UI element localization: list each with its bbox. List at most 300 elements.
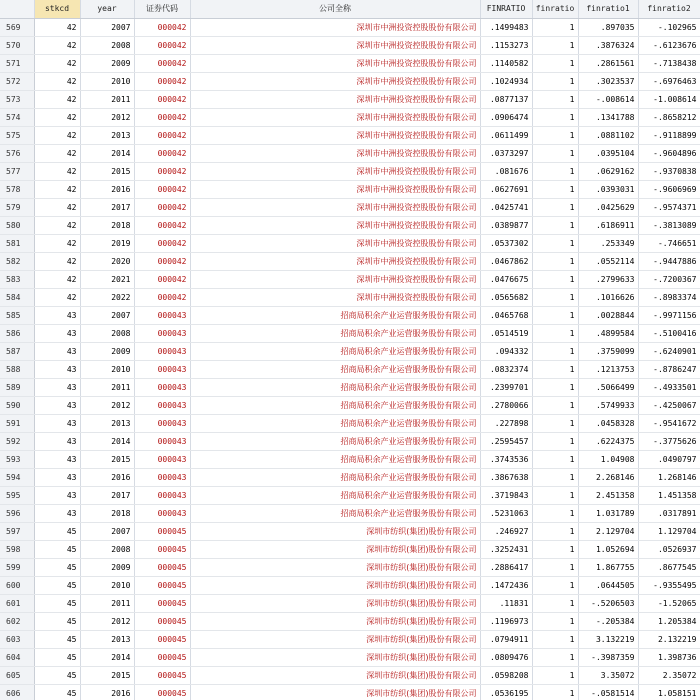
cell-finratio[interactable]: 1 [532, 666, 578, 684]
table-row[interactable] [0, 558, 700, 576]
cell-finratio[interactable]: 1 [532, 522, 578, 540]
cell-stkcd[interactable]: 42 [34, 54, 80, 72]
cell-year[interactable]: 2013 [80, 126, 134, 144]
cell-year[interactable]: 2021 [80, 270, 134, 288]
cell-year[interactable]: 2012 [80, 396, 134, 414]
cell-finratio[interactable]: 1 [532, 252, 578, 270]
cell-FINRATIO[interactable]: .094332 [480, 342, 532, 360]
table-row[interactable] [0, 108, 700, 126]
cell-name[interactable]: 深圳市中洲投资控股股份有限公司 [190, 126, 480, 144]
cell-finratio2[interactable]: -.8983374 [638, 288, 700, 306]
cell-year[interactable]: 2016 [80, 468, 134, 486]
row-number[interactable]: 593 [0, 450, 34, 468]
cell-finratio1[interactable]: .5749933 [578, 396, 638, 414]
cell-year[interactable]: 2010 [80, 360, 134, 378]
cell-finratio2[interactable]: -.4250067 [638, 396, 700, 414]
column-header-name[interactable]: 公司全称 [190, 0, 480, 18]
cell-FINRATIO[interactable]: .0389877 [480, 216, 532, 234]
cell-FINRATIO[interactable]: .5231063 [480, 504, 532, 522]
cell-FINRATIO[interactable]: .3867638 [480, 468, 532, 486]
cell-stkcd[interactable]: 42 [34, 90, 80, 108]
cell-code[interactable]: 000045 [134, 576, 190, 594]
table-row[interactable] [0, 414, 700, 432]
cell-code[interactable]: 000042 [134, 72, 190, 90]
cell-finratio[interactable]: 1 [532, 648, 578, 666]
cell-finratio1[interactable]: .6186911 [578, 216, 638, 234]
cell-finratio2[interactable]: -.9118899 [638, 126, 700, 144]
cell-finratio1[interactable]: .253349 [578, 234, 638, 252]
cell-code[interactable]: 000045 [134, 594, 190, 612]
cell-finratio1[interactable]: .0028844 [578, 306, 638, 324]
cell-stkcd[interactable]: 45 [34, 666, 80, 684]
cell-finratio[interactable]: 1 [532, 72, 578, 90]
table-row[interactable] [0, 126, 700, 144]
cell-finratio[interactable]: 1 [532, 306, 578, 324]
cell-stkcd[interactable]: 42 [34, 18, 80, 36]
cell-code[interactable]: 000043 [134, 450, 190, 468]
cell-code[interactable]: 000045 [134, 558, 190, 576]
cell-year[interactable]: 2022 [80, 288, 134, 306]
cell-FINRATIO[interactable]: .0565682 [480, 288, 532, 306]
cell-stkcd[interactable]: 45 [34, 612, 80, 630]
cell-name[interactable]: 招商局积余产业运营服务股份有限公司 [190, 468, 480, 486]
cell-name[interactable]: 招商局积余产业运营服务股份有限公司 [190, 486, 480, 504]
table-row[interactable] [0, 54, 700, 72]
cell-FINRATIO[interactable]: .0536195 [480, 684, 532, 700]
cell-stkcd[interactable]: 42 [34, 144, 80, 162]
cell-year[interactable]: 2008 [80, 324, 134, 342]
table-row[interactable] [0, 360, 700, 378]
cell-year[interactable]: 2019 [80, 234, 134, 252]
cell-stkcd[interactable]: 43 [34, 396, 80, 414]
cell-stkcd[interactable]: 43 [34, 360, 80, 378]
cell-finratio[interactable]: 1 [532, 180, 578, 198]
cell-FINRATIO[interactable]: .1153273 [480, 36, 532, 54]
row-number[interactable]: 591 [0, 414, 34, 432]
cell-FINRATIO[interactable]: .0832374 [480, 360, 532, 378]
cell-year[interactable]: 2009 [80, 558, 134, 576]
cell-FINRATIO[interactable]: .3719843 [480, 486, 532, 504]
cell-FINRATIO[interactable]: .2399701 [480, 378, 532, 396]
cell-finratio2[interactable]: -.102965 [638, 18, 700, 36]
table-row[interactable] [0, 648, 700, 666]
cell-name[interactable]: 深圳市纺织(集团)股份有限公司 [190, 576, 480, 594]
cell-code[interactable]: 000043 [134, 324, 190, 342]
cell-name[interactable]: 深圳市纺织(集团)股份有限公司 [190, 522, 480, 540]
cell-stkcd[interactable]: 42 [34, 72, 80, 90]
cell-name[interactable]: 深圳市纺织(集团)股份有限公司 [190, 540, 480, 558]
row-number[interactable]: 577 [0, 162, 34, 180]
cell-code[interactable]: 000043 [134, 360, 190, 378]
column-header-finratio1[interactable]: finratio1 [578, 0, 638, 18]
cell-name[interactable]: 深圳市中洲投资控股股份有限公司 [190, 108, 480, 126]
cell-FINRATIO[interactable]: .2886417 [480, 558, 532, 576]
cell-finratio1[interactable]: .3759099 [578, 342, 638, 360]
cell-name[interactable]: 深圳市纺织(集团)股份有限公司 [190, 612, 480, 630]
cell-name[interactable]: 深圳市纺织(集团)股份有限公司 [190, 558, 480, 576]
row-number[interactable]: 606 [0, 684, 34, 700]
cell-finratio[interactable]: 1 [532, 612, 578, 630]
table-row[interactable] [0, 378, 700, 396]
cell-stkcd[interactable]: 42 [34, 162, 80, 180]
cell-name[interactable]: 深圳市中洲投资控股股份有限公司 [190, 18, 480, 36]
cell-FINRATIO[interactable]: .0514519 [480, 324, 532, 342]
cell-year[interactable]: 2010 [80, 576, 134, 594]
cell-FINRATIO[interactable]: .1196973 [480, 612, 532, 630]
cell-code[interactable]: 000045 [134, 540, 190, 558]
table-row[interactable] [0, 18, 700, 36]
cell-FINRATIO[interactable]: .1024934 [480, 72, 532, 90]
cell-FINRATIO[interactable]: .0467862 [480, 252, 532, 270]
cell-stkcd[interactable]: 43 [34, 324, 80, 342]
cell-FINRATIO[interactable]: .0877137 [480, 90, 532, 108]
cell-FINRATIO[interactable]: .0627691 [480, 180, 532, 198]
cell-stkcd[interactable]: 43 [34, 486, 80, 504]
cell-finratio1[interactable]: .1341788 [578, 108, 638, 126]
cell-finratio2[interactable]: 1.398736 [638, 648, 700, 666]
table-row[interactable] [0, 72, 700, 90]
cell-code[interactable]: 000042 [134, 288, 190, 306]
cell-finratio1[interactable]: -.0581514 [578, 684, 638, 700]
cell-name[interactable]: 深圳市纺织(集团)股份有限公司 [190, 684, 480, 700]
row-number[interactable]: 589 [0, 378, 34, 396]
cell-name[interactable]: 深圳市中洲投资控股股份有限公司 [190, 144, 480, 162]
table-row[interactable] [0, 342, 700, 360]
cell-year[interactable]: 2012 [80, 108, 134, 126]
cell-name[interactable]: 招商局积余产业运营服务股份有限公司 [190, 396, 480, 414]
table-row[interactable] [0, 270, 700, 288]
table-row[interactable] [0, 144, 700, 162]
cell-finratio1[interactable]: .5066499 [578, 378, 638, 396]
cell-finratio1[interactable]: .0552114 [578, 252, 638, 270]
cell-finratio2[interactable]: 1.451358 [638, 486, 700, 504]
cell-finratio1[interactable]: 2.268146 [578, 468, 638, 486]
cell-stkcd[interactable]: 43 [34, 342, 80, 360]
cell-finratio2[interactable]: -.9971156 [638, 306, 700, 324]
cell-stkcd[interactable]: 43 [34, 468, 80, 486]
row-number[interactable]: 582 [0, 252, 34, 270]
cell-year[interactable]: 2014 [80, 432, 134, 450]
cell-FINRATIO[interactable]: .0809476 [480, 648, 532, 666]
table-row[interactable] [0, 504, 700, 522]
cell-finratio2[interactable]: -.9447886 [638, 252, 700, 270]
cell-name[interactable]: 招商局积余产业运营服务股份有限公司 [190, 306, 480, 324]
cell-code[interactable]: 000042 [134, 126, 190, 144]
cell-finratio[interactable]: 1 [532, 18, 578, 36]
row-number[interactable]: 580 [0, 216, 34, 234]
cell-code[interactable]: 000042 [134, 108, 190, 126]
cell-stkcd[interactable]: 43 [34, 306, 80, 324]
row-number[interactable]: 576 [0, 144, 34, 162]
cell-FINRATIO[interactable]: .1140582 [480, 54, 532, 72]
cell-finratio2[interactable]: .0490797 [638, 450, 700, 468]
cell-name[interactable]: 深圳市中洲投资控股股份有限公司 [190, 198, 480, 216]
cell-stkcd[interactable]: 45 [34, 558, 80, 576]
cell-finratio[interactable]: 1 [532, 432, 578, 450]
cell-name[interactable]: 深圳市中洲投资控股股份有限公司 [190, 234, 480, 252]
cell-FINRATIO[interactable]: .227898 [480, 414, 532, 432]
cell-code[interactable]: 000042 [134, 54, 190, 72]
cell-finratio[interactable]: 1 [532, 198, 578, 216]
cell-name[interactable]: 招商局积余产业运营服务股份有限公司 [190, 360, 480, 378]
cell-stkcd[interactable]: 42 [34, 234, 80, 252]
cell-code[interactable]: 000042 [134, 162, 190, 180]
row-number[interactable]: 584 [0, 288, 34, 306]
cell-code[interactable]: 000045 [134, 522, 190, 540]
cell-name[interactable]: 深圳市中洲投资控股股份有限公司 [190, 36, 480, 54]
cell-code[interactable]: 000042 [134, 144, 190, 162]
table-row[interactable] [0, 396, 700, 414]
cell-finratio1[interactable]: .2799633 [578, 270, 638, 288]
cell-finratio[interactable]: 1 [532, 558, 578, 576]
cell-finratio1[interactable]: 3.35072 [578, 666, 638, 684]
table-row[interactable] [0, 540, 700, 558]
table-row[interactable] [0, 234, 700, 252]
table-row[interactable] [0, 180, 700, 198]
cell-finratio2[interactable]: -.6976463 [638, 72, 700, 90]
cell-code[interactable]: 000043 [134, 378, 190, 396]
cell-year[interactable]: 2010 [80, 72, 134, 90]
table-row[interactable] [0, 468, 700, 486]
cell-stkcd[interactable]: 42 [34, 180, 80, 198]
column-header-finratio2[interactable]: finratio2 [638, 0, 700, 18]
cell-finratio[interactable]: 1 [532, 54, 578, 72]
cell-year[interactable]: 2015 [80, 666, 134, 684]
table-row[interactable] [0, 288, 700, 306]
cell-FINRATIO[interactable]: .1499483 [480, 18, 532, 36]
cell-finratio[interactable]: 1 [532, 126, 578, 144]
cell-finratio[interactable]: 1 [532, 684, 578, 700]
cell-finratio1[interactable]: -.205384 [578, 612, 638, 630]
cell-code[interactable]: 000045 [134, 612, 190, 630]
cell-stkcd[interactable]: 42 [34, 108, 80, 126]
cell-code[interactable]: 000043 [134, 396, 190, 414]
cell-finratio[interactable]: 1 [532, 270, 578, 288]
cell-finratio2[interactable]: 2.132219 [638, 630, 700, 648]
cell-FINRATIO[interactable]: .0465768 [480, 306, 532, 324]
cell-FINRATIO[interactable]: .11831 [480, 594, 532, 612]
cell-finratio2[interactable]: .8677545 [638, 558, 700, 576]
row-number[interactable]: 596 [0, 504, 34, 522]
cell-finratio[interactable]: 1 [532, 36, 578, 54]
cell-stkcd[interactable]: 45 [34, 522, 80, 540]
cell-name[interactable]: 深圳市中洲投资控股股份有限公司 [190, 288, 480, 306]
cell-stkcd[interactable]: 42 [34, 270, 80, 288]
row-number[interactable]: 585 [0, 306, 34, 324]
cell-stkcd[interactable]: 42 [34, 216, 80, 234]
cell-stkcd[interactable]: 45 [34, 576, 80, 594]
cell-FINRATIO[interactable]: .0537302 [480, 234, 532, 252]
cell-code[interactable]: 000042 [134, 18, 190, 36]
row-number[interactable]: 595 [0, 486, 34, 504]
column-header-year[interactable]: year [80, 0, 134, 18]
row-number[interactable]: 572 [0, 72, 34, 90]
cell-finratio1[interactable]: -.008614 [578, 90, 638, 108]
cell-name[interactable]: 深圳市中洲投资控股股份有限公司 [190, 54, 480, 72]
cell-finratio1[interactable]: -.3987359 [578, 648, 638, 666]
cell-FINRATIO[interactable]: .0476675 [480, 270, 532, 288]
cell-finratio1[interactable]: 1.04908 [578, 450, 638, 468]
cell-name[interactable]: 深圳市中洲投资控股股份有限公司 [190, 90, 480, 108]
cell-code[interactable]: 000042 [134, 252, 190, 270]
cell-FINRATIO[interactable]: .0598208 [480, 666, 532, 684]
row-number[interactable]: 571 [0, 54, 34, 72]
table-row[interactable] [0, 216, 700, 234]
cell-year[interactable]: 2011 [80, 378, 134, 396]
cell-name[interactable]: 招商局积余产业运营服务股份有限公司 [190, 432, 480, 450]
cell-FINRATIO[interactable]: .0373297 [480, 144, 532, 162]
row-number[interactable]: 590 [0, 396, 34, 414]
cell-name[interactable]: 深圳市纺织(集团)股份有限公司 [190, 648, 480, 666]
cell-stkcd[interactable]: 43 [34, 504, 80, 522]
cell-year[interactable]: 2015 [80, 162, 134, 180]
cell-FINRATIO[interactable]: .3743536 [480, 450, 532, 468]
cell-code[interactable]: 000042 [134, 270, 190, 288]
cell-finratio1[interactable]: .0425629 [578, 198, 638, 216]
cell-finratio2[interactable]: 1.268146 [638, 468, 700, 486]
table-row[interactable] [0, 450, 700, 468]
cell-year[interactable]: 2008 [80, 36, 134, 54]
cell-finratio1[interactable]: 1.052694 [578, 540, 638, 558]
table-row[interactable] [0, 432, 700, 450]
cell-finratio1[interactable]: 2.129704 [578, 522, 638, 540]
cell-year[interactable]: 2007 [80, 306, 134, 324]
table-row[interactable] [0, 198, 700, 216]
cell-year[interactable]: 2008 [80, 540, 134, 558]
column-header-stkcd[interactable]: stkcd [34, 0, 80, 18]
cell-finratio2[interactable]: -.9574371 [638, 198, 700, 216]
cell-finratio[interactable]: 1 [532, 324, 578, 342]
cell-code[interactable]: 000042 [134, 36, 190, 54]
row-number[interactable]: 574 [0, 108, 34, 126]
cell-code[interactable]: 000043 [134, 504, 190, 522]
cell-stkcd[interactable]: 42 [34, 288, 80, 306]
row-number[interactable]: 600 [0, 576, 34, 594]
table-row[interactable] [0, 594, 700, 612]
cell-finratio2[interactable]: -.7200367 [638, 270, 700, 288]
cell-year[interactable]: 2013 [80, 414, 134, 432]
cell-finratio[interactable]: 1 [532, 486, 578, 504]
cell-name[interactable]: 深圳市中洲投资控股股份有限公司 [190, 252, 480, 270]
cell-code[interactable]: 000042 [134, 90, 190, 108]
cell-finratio[interactable]: 1 [532, 450, 578, 468]
cell-finratio2[interactable]: -.9355495 [638, 576, 700, 594]
cell-year[interactable]: 2017 [80, 198, 134, 216]
cell-finratio2[interactable]: -.6240901 [638, 342, 700, 360]
cell-finratio2[interactable]: 1.058151 [638, 684, 700, 700]
cell-finratio2[interactable]: -.9604896 [638, 144, 700, 162]
cell-name[interactable]: 招商局积余产业运营服务股份有限公司 [190, 342, 480, 360]
cell-finratio2[interactable]: .0317891 [638, 504, 700, 522]
cell-stkcd[interactable]: 43 [34, 432, 80, 450]
row-number[interactable]: 573 [0, 90, 34, 108]
row-number[interactable]: 605 [0, 666, 34, 684]
cell-finratio[interactable]: 1 [532, 216, 578, 234]
cell-name[interactable]: 深圳市中洲投资控股股份有限公司 [190, 162, 480, 180]
cell-finratio[interactable]: 1 [532, 540, 578, 558]
cell-finratio1[interactable]: .0395104 [578, 144, 638, 162]
cell-year[interactable]: 2014 [80, 144, 134, 162]
cell-year[interactable]: 2017 [80, 486, 134, 504]
cell-finratio2[interactable]: -.6123676 [638, 36, 700, 54]
cell-code[interactable]: 000042 [134, 198, 190, 216]
cell-finratio2[interactable]: -.9370838 [638, 162, 700, 180]
cell-code[interactable]: 000043 [134, 432, 190, 450]
cell-code[interactable]: 000045 [134, 684, 190, 700]
table-row[interactable] [0, 684, 700, 700]
cell-code[interactable]: 000043 [134, 306, 190, 324]
cell-finratio1[interactable]: .0881102 [578, 126, 638, 144]
cell-name[interactable]: 招商局积余产业运营服务股份有限公司 [190, 324, 480, 342]
cell-code[interactable]: 000045 [134, 630, 190, 648]
row-number[interactable]: 583 [0, 270, 34, 288]
column-header-FINRATIO[interactable]: FINRATIO [480, 0, 532, 18]
cell-finratio[interactable]: 1 [532, 108, 578, 126]
table-row[interactable] [0, 324, 700, 342]
cell-finratio[interactable]: 1 [532, 342, 578, 360]
cell-finratio1[interactable]: .0393031 [578, 180, 638, 198]
cell-finratio[interactable]: 1 [532, 234, 578, 252]
cell-name[interactable]: 深圳市纺织(集团)股份有限公司 [190, 630, 480, 648]
cell-finratio2[interactable]: -.7138438 [638, 54, 700, 72]
cell-year[interactable]: 2009 [80, 54, 134, 72]
cell-finratio[interactable]: 1 [532, 90, 578, 108]
cell-stkcd[interactable]: 42 [34, 198, 80, 216]
cell-finratio2[interactable]: .0526937 [638, 540, 700, 558]
cell-name[interactable]: 招商局积余产业运营服务股份有限公司 [190, 504, 480, 522]
cell-finratio2[interactable]: 1.129704 [638, 522, 700, 540]
cell-finratio1[interactable]: 1.031789 [578, 504, 638, 522]
cell-year[interactable]: 2016 [80, 684, 134, 700]
cell-stkcd[interactable]: 45 [34, 540, 80, 558]
cell-finratio2[interactable]: -.4933501 [638, 378, 700, 396]
cell-name[interactable]: 招商局积余产业运营服务股份有限公司 [190, 378, 480, 396]
cell-finratio[interactable]: 1 [532, 396, 578, 414]
table-row[interactable] [0, 666, 700, 684]
cell-year[interactable]: 2014 [80, 648, 134, 666]
cell-stkcd[interactable]: 45 [34, 630, 80, 648]
cell-finratio[interactable]: 1 [532, 414, 578, 432]
column-header-finratio[interactable]: finratio [532, 0, 578, 18]
cell-finratio2[interactable]: -.9606969 [638, 180, 700, 198]
table-row[interactable] [0, 90, 700, 108]
table-row[interactable] [0, 306, 700, 324]
cell-stkcd[interactable]: 42 [34, 36, 80, 54]
cell-year[interactable]: 2011 [80, 594, 134, 612]
cell-code[interactable]: 000042 [134, 180, 190, 198]
cell-FINRATIO[interactable]: .081676 [480, 162, 532, 180]
cell-year[interactable]: 2007 [80, 522, 134, 540]
cell-finratio2[interactable]: 2.35072 [638, 666, 700, 684]
row-number[interactable]: 570 [0, 36, 34, 54]
row-number[interactable]: 601 [0, 594, 34, 612]
cell-finratio[interactable]: 1 [532, 144, 578, 162]
row-number[interactable]: 594 [0, 468, 34, 486]
row-number[interactable]: 579 [0, 198, 34, 216]
cell-code[interactable]: 000045 [134, 666, 190, 684]
cell-year[interactable]: 2012 [80, 612, 134, 630]
cell-name[interactable]: 招商局积余产业运营服务股份有限公司 [190, 414, 480, 432]
cell-code[interactable]: 000042 [134, 234, 190, 252]
cell-stkcd[interactable]: 45 [34, 594, 80, 612]
table-row[interactable] [0, 576, 700, 594]
cell-finratio1[interactable]: .0644505 [578, 576, 638, 594]
cell-FINRATIO[interactable]: .0794911 [480, 630, 532, 648]
cell-year[interactable]: 2007 [80, 18, 134, 36]
cell-finratio[interactable]: 1 [532, 468, 578, 486]
table-row[interactable] [0, 522, 700, 540]
cell-finratio[interactable]: 1 [532, 630, 578, 648]
